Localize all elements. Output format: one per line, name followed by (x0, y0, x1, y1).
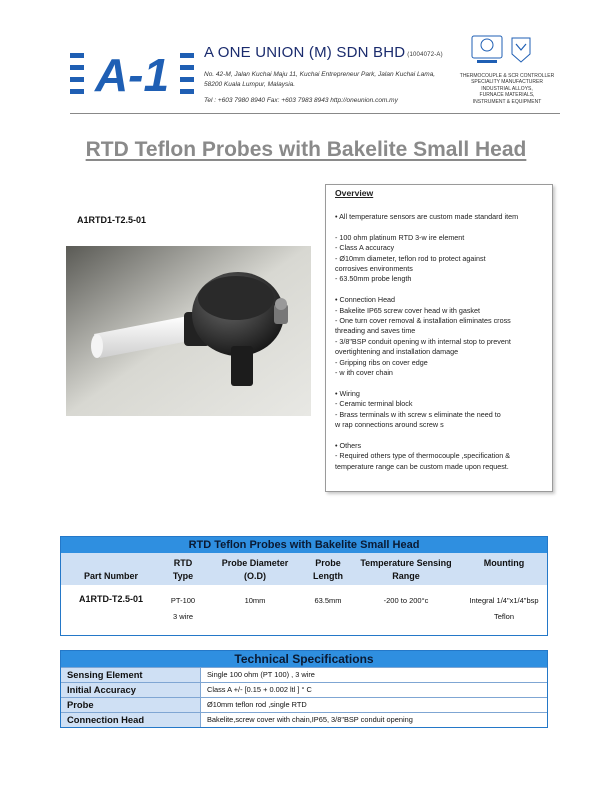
part-code: A1RTD1-T2.5-01 (77, 215, 147, 225)
cell-temperature-range: -200 to 200°c (383, 596, 429, 605)
overview-heading: Overview (335, 188, 374, 198)
page-title: RTD Teflon Probes with Bakelite Small Head (85, 138, 527, 161)
product-photo (66, 246, 311, 416)
spec-table-title: Technical Specifications (61, 651, 547, 667)
header-divider (70, 113, 560, 114)
overview-line: • All temperature sensors are custom made standard item (335, 212, 519, 221)
overview-line: - w ith cover chain (335, 368, 393, 377)
overview-line: overtightening and installation damage (335, 347, 459, 357)
company-contact: Tel : +603 7980 8940 Fax: +603 7983 8943 http://oneunion.com.my (204, 97, 398, 104)
overview-line: - Ø10mm diameter, teflon rod to protect against (335, 253, 486, 263)
spec-value: Bakelite,screw cover with chain,IP65, 3/8"BSP conduit opening (207, 715, 413, 724)
spec-label: Initial Accuracy (61, 683, 201, 697)
overview-line: - 100 ohm platinum RTD 3-w ire element (335, 232, 465, 242)
cell-probe-length: 63.5mm (314, 596, 342, 605)
spec-value: Single 100 ohm (PT 100) , 3 wire (207, 670, 315, 679)
certification-badges (468, 34, 540, 74)
product-table (60, 536, 548, 636)
spec-table (60, 650, 548, 728)
spec-row-probe (61, 697, 547, 712)
spec-row-sensing-element (61, 667, 547, 682)
overview-line: w rap connections around screw s (335, 420, 444, 429)
product-table-title: RTD Teflon Probes with Bakelite Small Head (61, 537, 547, 553)
ukas-badge-icon (512, 38, 530, 62)
header-probe-length: Probe Length (313, 558, 343, 581)
overview-line: - Bakelite IP65 screw cover head w ith gasket (335, 305, 481, 315)
overview-line: corrosives environments (335, 264, 413, 273)
overview-line: temperature range can be custom made upon request. (335, 461, 509, 471)
overview-line: - Ceramic terminal block (335, 399, 413, 409)
header-temperature-range: Temperature Sensing Range (360, 558, 452, 581)
header-mounting: Mounting (483, 558, 525, 568)
spec-row-initial-accuracy (61, 682, 547, 697)
overview-line: - Gripping ribs on cover edge (335, 357, 428, 367)
svg-text:A-1: A-1 (94, 49, 170, 95)
company-tagline: THERMOCOUPLE & SCR CONTROLLER SPECIALITY MANUFACTURER INDUSTRIAL ALLOYS, FURNACE MATERIALS, INSTRUMENT & EQUIPMENT (459, 73, 555, 105)
company-logo (70, 47, 194, 95)
table-row (61, 585, 547, 635)
cell-probe-diameter: 10mm (244, 596, 266, 605)
spec-label: Sensing Element (61, 668, 201, 682)
overview-line: - 3/8"BSP conduit opening w ith internal stop to prevent (335, 336, 511, 346)
cell-mounting: Integral 1/4"x1/4"bsp Teflon (469, 596, 539, 621)
header-rtd-type: RTD Type (172, 558, 194, 581)
product-table-header (61, 553, 547, 585)
cell-part-number: A1RTD-T2.5-01 (78, 594, 143, 604)
company-address (204, 70, 454, 90)
header-probe-diameter: Probe Diameter (O.D) (221, 558, 289, 581)
overview-line: - One turn cover removal & installation eliminates cross (335, 316, 511, 325)
overview-line: - 63.50mm probe length (335, 274, 412, 284)
overview-line: • Connection Head (335, 295, 396, 305)
overview-box (325, 184, 553, 492)
company-name: A ONE UNION (M) SDN BHD (1004072-A) (204, 44, 443, 61)
spec-value: Ø10mm teflon rod ,single RTD (207, 700, 307, 709)
overview-line: • Others (335, 440, 362, 450)
spec-label: Connection Head (61, 713, 201, 727)
spec-row-connection-head (61, 712, 547, 727)
company-registration: (1004072-A) (407, 52, 443, 58)
address-line: No. 42-M, Jalan Kuchai Maju 11, Kuchai Entrepreneur Park, Jalan Kuchai Lama, (204, 71, 436, 78)
header-part-number: Part Number (83, 571, 138, 581)
sirim-badge-icon (472, 36, 502, 63)
overview-line: - Class A accuracy (335, 243, 395, 253)
spec-value: Class A +/- [0.15 + 0.002 ltl ] ° C (207, 685, 312, 694)
spec-label: Probe (61, 698, 201, 712)
address-line: 58200 Kuala Lumpur, Malaysia. (204, 81, 296, 88)
cell-rtd-type: PT-100 3 wire (170, 596, 196, 621)
overview-line: - Required others type of thermocouple ,specification & (335, 451, 510, 461)
overview-line: - Brass terminals w ith screw s eliminate the need to (335, 409, 501, 419)
overview-line: threading and saves time (335, 326, 416, 336)
overview-line: • Wiring (335, 388, 360, 398)
